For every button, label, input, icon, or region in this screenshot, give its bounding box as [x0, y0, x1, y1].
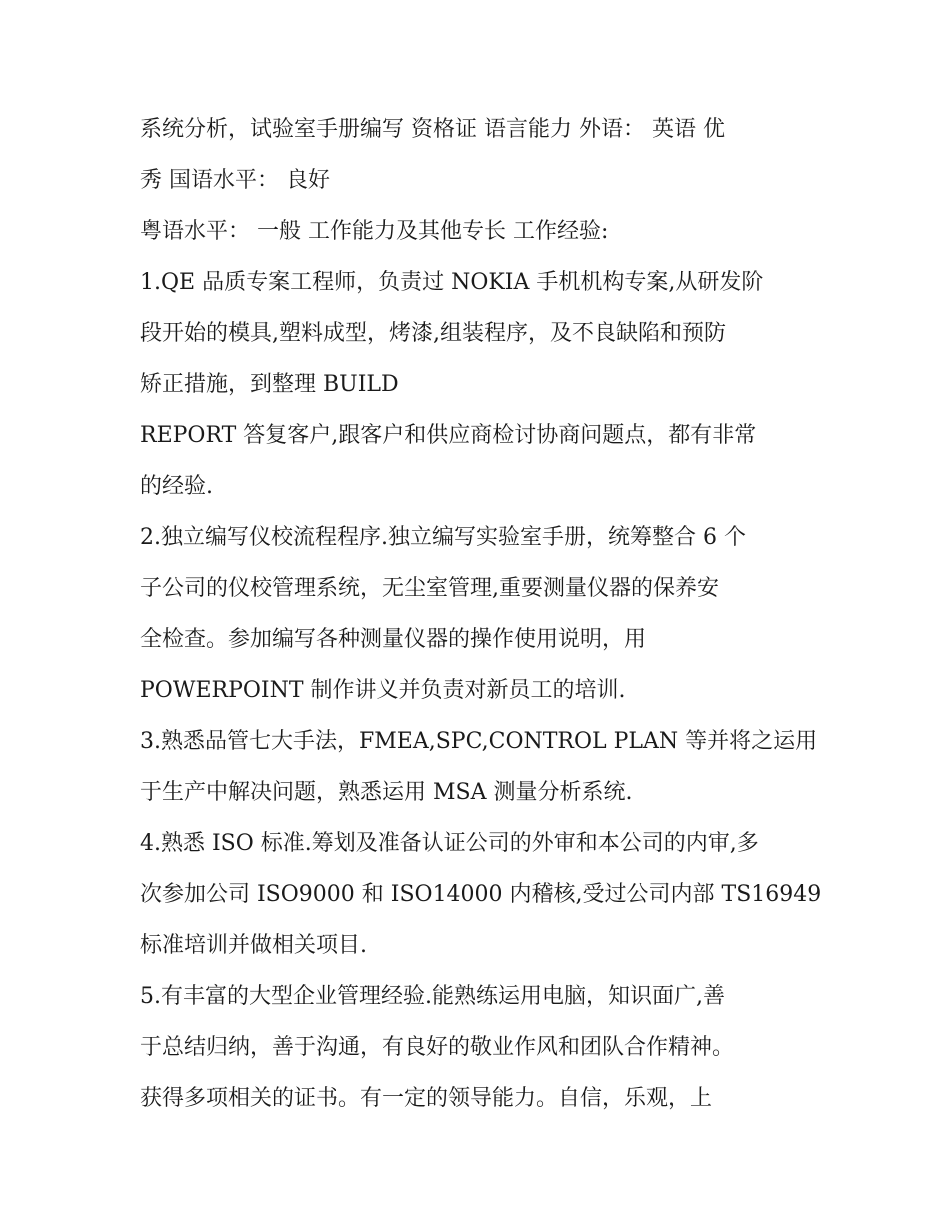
text-line: 矫正措施，到整理 BUILD	[140, 372, 399, 397]
text-line: 段开始的模具,塑料成型，烤漆,组装程序，及不良缺陷和预防	[140, 321, 726, 346]
text-line: 粤语水平： 一般 工作能力及其他专长 工作经验:	[140, 219, 609, 244]
text-line: 1.QE 品质专案工程师，负责过 NOKIA 手机机构专案,从研发阶	[140, 270, 764, 295]
text-line: 全检查。参加编写各种测量仪器的操作使用说明，用	[140, 627, 647, 652]
text-line: 2.独立编写仪校流程程序.独立编写实验室手册，统筹整合 6 个	[140, 525, 746, 550]
text-line: 秀 国语水平： 良好	[140, 168, 330, 193]
text-line: 5.有丰富的大型企业管理经验.能熟练运用电脑，知识面广,善	[140, 984, 725, 1009]
text-line: 子公司的仪校管理系统，无尘室管理,重要测量仪器的保养安	[140, 576, 719, 601]
document-body	[140, 104, 820, 1124]
text-line: 4.熟悉 ISO 标准.筹划及准备认证公司的外审和本公司的内审,多	[140, 831, 759, 856]
text-line: POWERPOINT 制作讲义并负责对新员工的培训.	[140, 678, 626, 703]
text-line: 标准培训并做相关项目.	[140, 933, 367, 958]
text-line: 系统分析，试验室手册编写 资格证 语言能力 外语： 英语 优	[140, 117, 725, 142]
text-line: REPORT 答复客户,跟客户和供应商检讨协商问题点，都有非常	[140, 423, 757, 448]
text-line: 3.熟悉品管七大手法，FMEA,SPC,CONTROL PLAN 等并将之运用	[140, 729, 818, 754]
text-line: 的经验.	[140, 474, 213, 499]
text-line: 于生产中解决问题，熟悉运用 MSA 测量分析系统.	[140, 780, 633, 805]
text-line: 获得多项相关的证书。有一定的领导能力。自信，乐观，上	[140, 1086, 713, 1111]
text-line: 次参加公司 ISO9000 和 ISO14000 内稽核,受过公司内部 TS16949	[140, 882, 822, 907]
text-line: 于总结归纳，善于沟通，有良好的敬业作风和团队合作精神。	[140, 1035, 735, 1060]
